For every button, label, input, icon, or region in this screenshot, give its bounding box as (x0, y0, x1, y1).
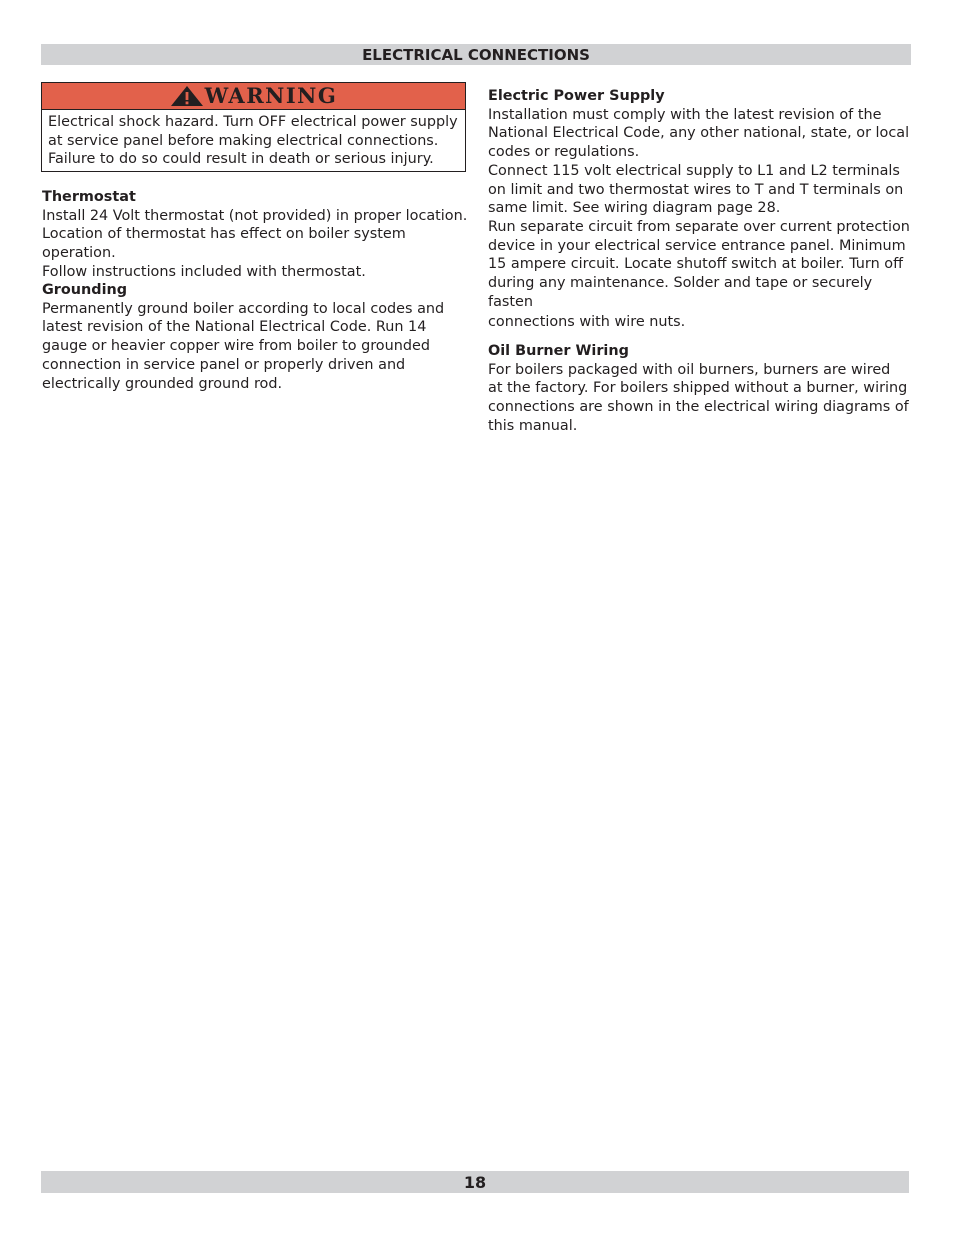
warning-text: Electrical shock hazard. Turn OFF electrical power supply at service panel before making electrical connections. Failure to do so could result in death or serious injury. (48, 114, 458, 168)
electric-power-section (488, 87, 913, 333)
section-header: ELECTRICAL CONNECTIONS (41, 44, 911, 65)
electric-power-text: Installation must comply with the latest revision of the National Electrical Code, any other national, state, or local codes or regulations. Connect 115 volt electrical supply to L1 and L2 terminals on limit and two thermostat wires to T and T terminals on same limit. See wiring diagram page 28. Run separate circuit from separate over current protection device in your electrical service entrance panel. Minimum 15 ampere circuit. Locate shutoff switch at boiler. Turn off during any maintenance. Solder and tape or securely fasten (488, 106, 910, 310)
oil-burner-heading: Oil Burner Wiring (488, 343, 629, 359)
grounding-heading: Grounding (42, 282, 128, 298)
grounding-text: Permanently ground boiler according to local codes and latest revision of the National Electrical Code. Run 14 gauge or heavier copper wire from boiler to grounded connection in service panel or properly driven and electrically grounded ground rod. (42, 300, 445, 392)
electric-power-text-last: connections with wire nuts. (488, 314, 686, 331)
electric-power-heading: Electric Power Supply (488, 88, 665, 104)
oil-burner-section (488, 342, 913, 436)
warning-title: WARNING (204, 83, 338, 108)
thermostat-section (42, 188, 472, 282)
page-number: 18 (41, 1171, 909, 1193)
thermostat-text: Install 24 Volt thermostat (not provided) in proper location. Location of thermostat has effect on boiler system operation. Follow instructions included with thermostat. (42, 207, 468, 280)
thermostat-heading: Thermostat (42, 189, 136, 205)
warning-box (41, 82, 466, 172)
oil-burner-text: For boilers packaged with oil burners, burners are wired at the factory. For boilers shipped without a burner, wiring connections are shown in the electrical wiring diagrams of this manual. (488, 361, 909, 434)
warning-header (42, 83, 465, 110)
grounding-section (42, 281, 472, 393)
warning-triangle-icon (170, 85, 204, 107)
